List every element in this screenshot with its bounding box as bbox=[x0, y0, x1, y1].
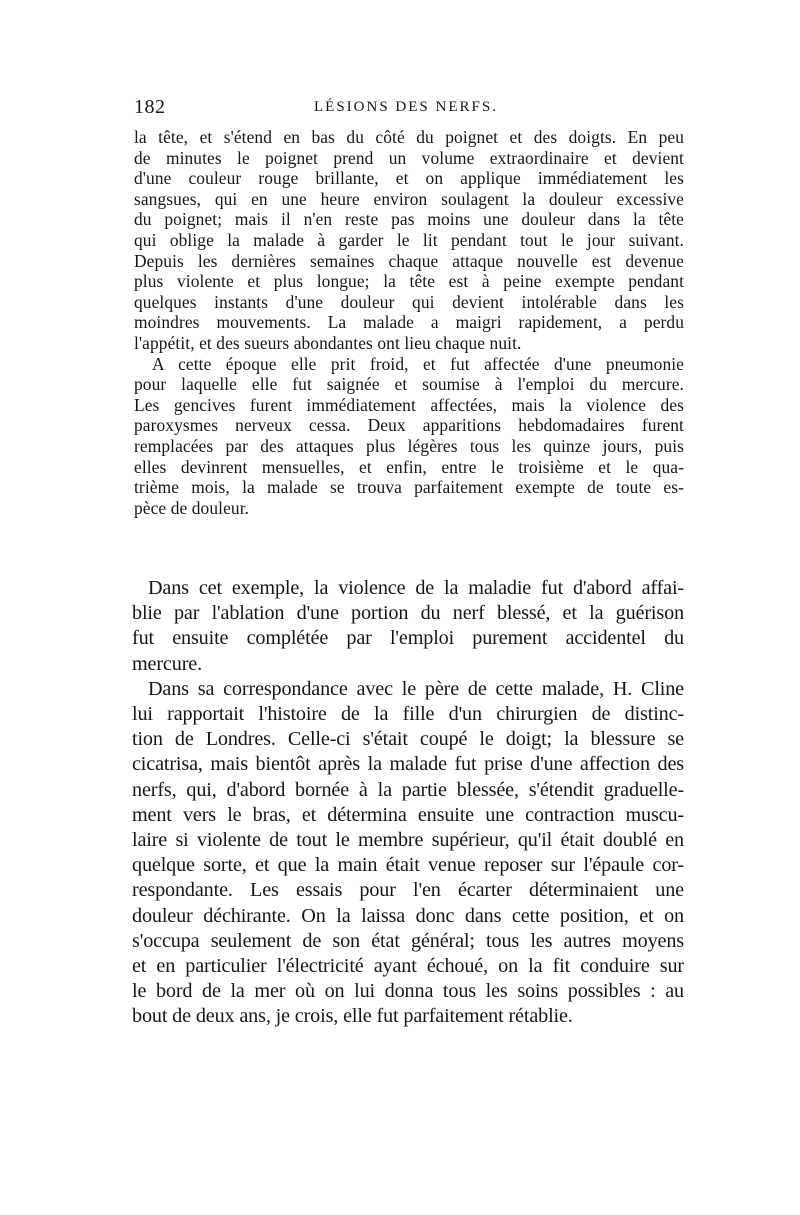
text-line: quelque sorte, et que la main était venue reposer sur l'épaule cor- bbox=[132, 854, 684, 877]
text-line: remplacées par des attaques plus légères tous les quinze jours, puis bbox=[134, 435, 684, 456]
text-line: le bord de la mer où on lui donna tous les soins possibles : au bbox=[132, 980, 684, 1003]
text-line: moindres mouvements. La malade a maigri rapidement, a perdu bbox=[134, 312, 684, 333]
text-line: laire si violente de tout le membre supérieur, qu'il était doublé en bbox=[132, 829, 684, 852]
text-line: A cette époque elle prit froid, et fut affectée d'une pneumonie bbox=[152, 353, 684, 374]
text-line: Depuis les dernières semaines chaque attaque nouvelle est devenue bbox=[134, 250, 684, 271]
text-line: pèce de douleur. bbox=[134, 497, 250, 518]
case-quote-paragraphs bbox=[134, 127, 684, 518]
text-line: elles devinrent mensuelles, et enfin, entre le troisième et le qua- bbox=[134, 456, 684, 477]
text-line: Dans sa correspondance avec le père de cette malade, H. Cline bbox=[148, 677, 684, 700]
text-line: d'une couleur rouge brillante, et on applique immédiatement les bbox=[134, 168, 684, 189]
text-line: Les gencives furent immédiatement affectées, mais la violence des bbox=[134, 394, 684, 415]
text-line: blie par l'ablation d'une portion du nerf blessé, et la guérison bbox=[132, 602, 684, 625]
running-head: LÉSIONS DES NERFS. bbox=[314, 99, 498, 115]
text-line: pour laquelle elle fut saignée et soumise à l'emploi du mercure. bbox=[134, 374, 684, 395]
page-header bbox=[134, 96, 684, 126]
text-line: paroxysmes nerveux cessa. Deux apparitions hebdomadaires furent bbox=[134, 415, 684, 436]
text-line: s'occupa seulement de son état général; tous les autres moyens bbox=[132, 929, 684, 952]
text-line: Dans cet exemple, la violence de la maladie fut d'abord affai- bbox=[148, 577, 684, 599]
text-line: et en particulier l'électricité ayant échoué, on la fit conduire sur bbox=[132, 955, 684, 978]
text-line: de minutes le poignet prend un volume extraordinaire et devient bbox=[134, 147, 684, 168]
text-line: nerfs, qui, d'abord bornée à la partie blessée, s'étendit graduelle- bbox=[132, 778, 684, 801]
text-line: l'appétit, et des sueurs abondantes ont lieu chaque nuit. bbox=[134, 332, 522, 353]
text-line: la tête, et s'étend en bas du côté du poignet et des doigts. En peu bbox=[134, 127, 684, 147]
text-line: plus violente et plus longue; la tête est à peine exempte pendant bbox=[134, 271, 684, 292]
text-line: quelques instants d'une douleur qui devient intolérable dans les bbox=[134, 291, 684, 312]
text-line: du poignet; mais il n'en reste pas moins une douleur dans la tête bbox=[134, 209, 684, 230]
text-line: cicatrisa, mais bientôt après la malade fut prise d'une affection des bbox=[132, 753, 684, 776]
text-line: bout de deux ans, je crois, elle fut parfaitement rétablie. bbox=[132, 1005, 573, 1028]
text-line: qui oblige la malade à garder le lit pendant tout le jour suivant. bbox=[134, 229, 684, 250]
text-line: mercure. bbox=[132, 652, 202, 675]
page-number: 182 bbox=[134, 96, 166, 118]
text-line: douleur déchirante. On la laissa donc dans cette position, et on bbox=[132, 904, 684, 927]
text-line: tion de Londres. Celle-ci s'était coupé le doigt; la blessure se bbox=[132, 728, 684, 751]
text-line: lui rapportait l'histoire de la fille d'un chirurgien de distinc- bbox=[132, 703, 684, 726]
text-line: respondante. Les essais pour l'en écarter déterminaient une bbox=[132, 879, 684, 902]
text-line: fut ensuite complétée par l'emploi purement accidentel du bbox=[132, 627, 684, 650]
commentary-paragraphs bbox=[132, 576, 684, 1030]
text-line: trième mois, la malade se trouva parfaitement exempte de toute es- bbox=[134, 477, 684, 498]
text-line: ment vers le bras, et détermina ensuite une contraction muscu- bbox=[132, 803, 684, 826]
text-line: sangsues, qui en une heure environ soulagent la douleur excessive bbox=[134, 188, 684, 209]
